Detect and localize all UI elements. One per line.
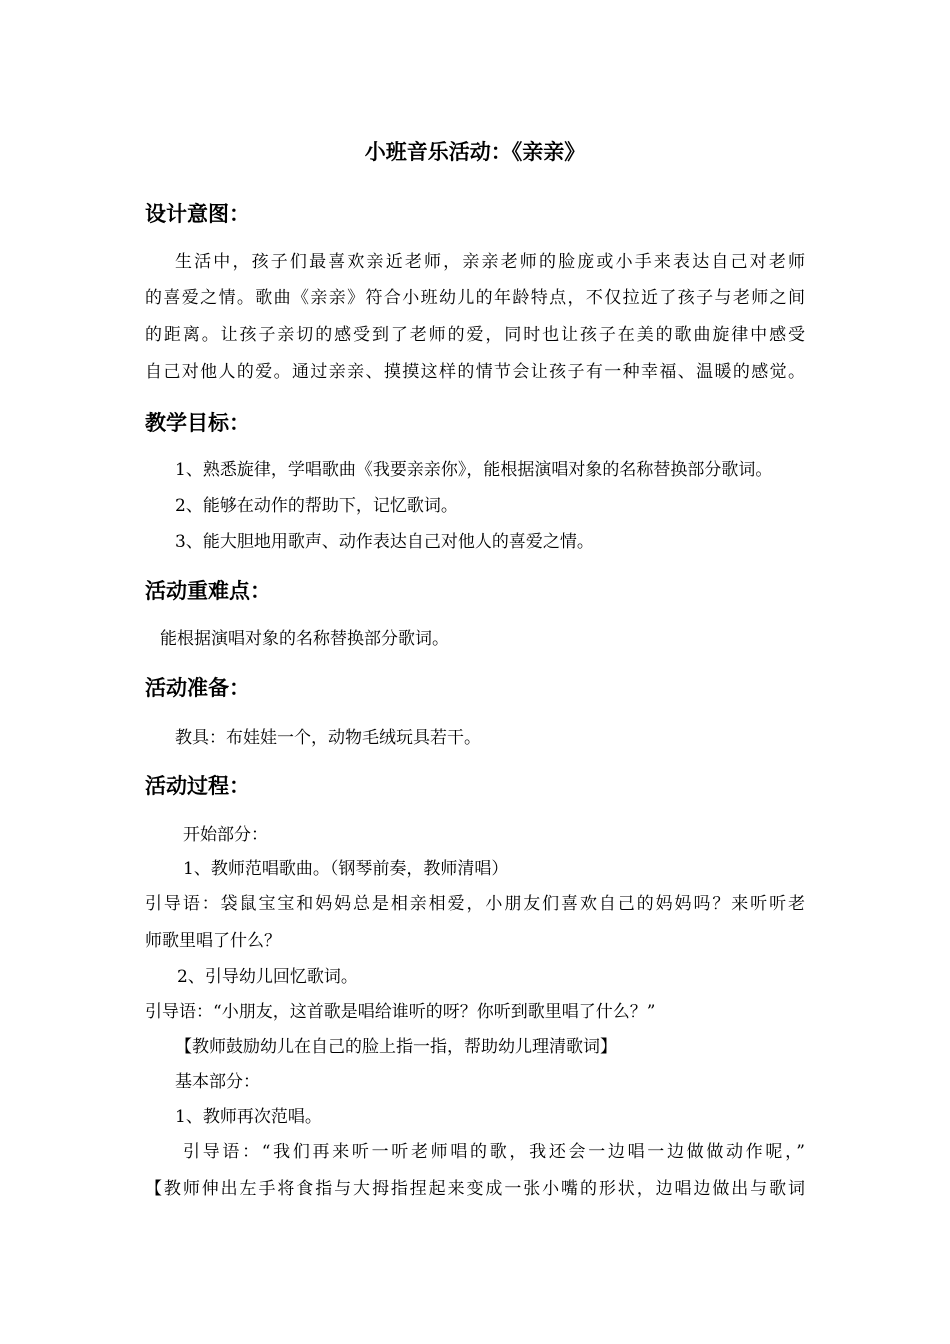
paragraph-line: 开始部分：	[183, 825, 268, 845]
paragraph-line: 1、教师再次范唱。	[175, 1107, 322, 1127]
paragraph-line: 引导语：“我们再来听一听老师唱的歌，我还会一边唱一边做做动作呢，”	[183, 1142, 805, 1162]
section-heading-design: 设计意图：	[145, 202, 250, 226]
paragraph-line: 的喜爱之情。歌曲《亲亲》符合小班幼儿的年龄特点，不仅拉近了孩子与老师之间	[145, 288, 805, 308]
paragraph-line: 【教师伸出左手将食指与大拇指捏起来变成一张小嘴的形状，边唱边做出与歌词	[145, 1179, 805, 1199]
list-item: 2、能够在动作的帮助下，记忆歌词。	[175, 496, 458, 516]
section-heading-process: 活动过程：	[145, 774, 250, 798]
paragraph-line: 生活中，孩子们最喜欢亲近老师，亲亲老师的脸庞或小手来表达自己对老师	[175, 252, 805, 272]
paragraph-line: 2、引导幼儿回忆歌词。	[177, 967, 358, 987]
paragraph-line: 的距离。让孩子亲切的感受到了老师的爱，同时也让孩子在美的歌曲旋律中感受	[145, 325, 805, 345]
paragraph-line: 引导语：“小朋友，这首歌是唱给谁听的呀？你听到歌里唱了什么？”	[145, 1002, 656, 1022]
section-heading-preparation: 活动准备：	[145, 676, 250, 700]
paragraph-line: 1、教师范唱歌曲。（钢琴前奏，教师清唱）	[183, 859, 509, 879]
section-heading-goals: 教学目标：	[145, 411, 250, 435]
list-item: 1、熟悉旋律，学唱歌曲《我要亲亲你》，能根据演唱对象的名称替换部分歌词。	[175, 460, 773, 480]
document-title: 小班音乐活动：《亲亲》	[364, 140, 586, 164]
paragraph-line: 自己对他人的爱。通过亲亲、摸摸这样的情节会让孩子有一种幸福、温暖的感觉。	[145, 362, 805, 382]
paragraph-line: 教具：布娃娃一个，动物毛绒玩具若干。	[175, 728, 481, 748]
section-heading-key-points: 活动重难点：	[145, 579, 271, 603]
list-item: 3、能大胆地用歌声、动作表达自己对他人的喜爱之情。	[175, 532, 594, 552]
paragraph-line: 师歌里唱了什么？	[145, 931, 281, 951]
paragraph-line: 【教师鼓励幼儿在自己的脸上指一指，帮助幼儿理清歌词】	[175, 1037, 617, 1057]
paragraph-line: 引导语：袋鼠宝宝和妈妈总是相亲相爱，小朋友们喜欢自己的妈妈吗？来听听老	[145, 894, 805, 914]
paragraph-line: 基本部分：	[175, 1072, 260, 1092]
paragraph-line: 能根据演唱对象的名称替换部分歌词。	[160, 629, 449, 649]
